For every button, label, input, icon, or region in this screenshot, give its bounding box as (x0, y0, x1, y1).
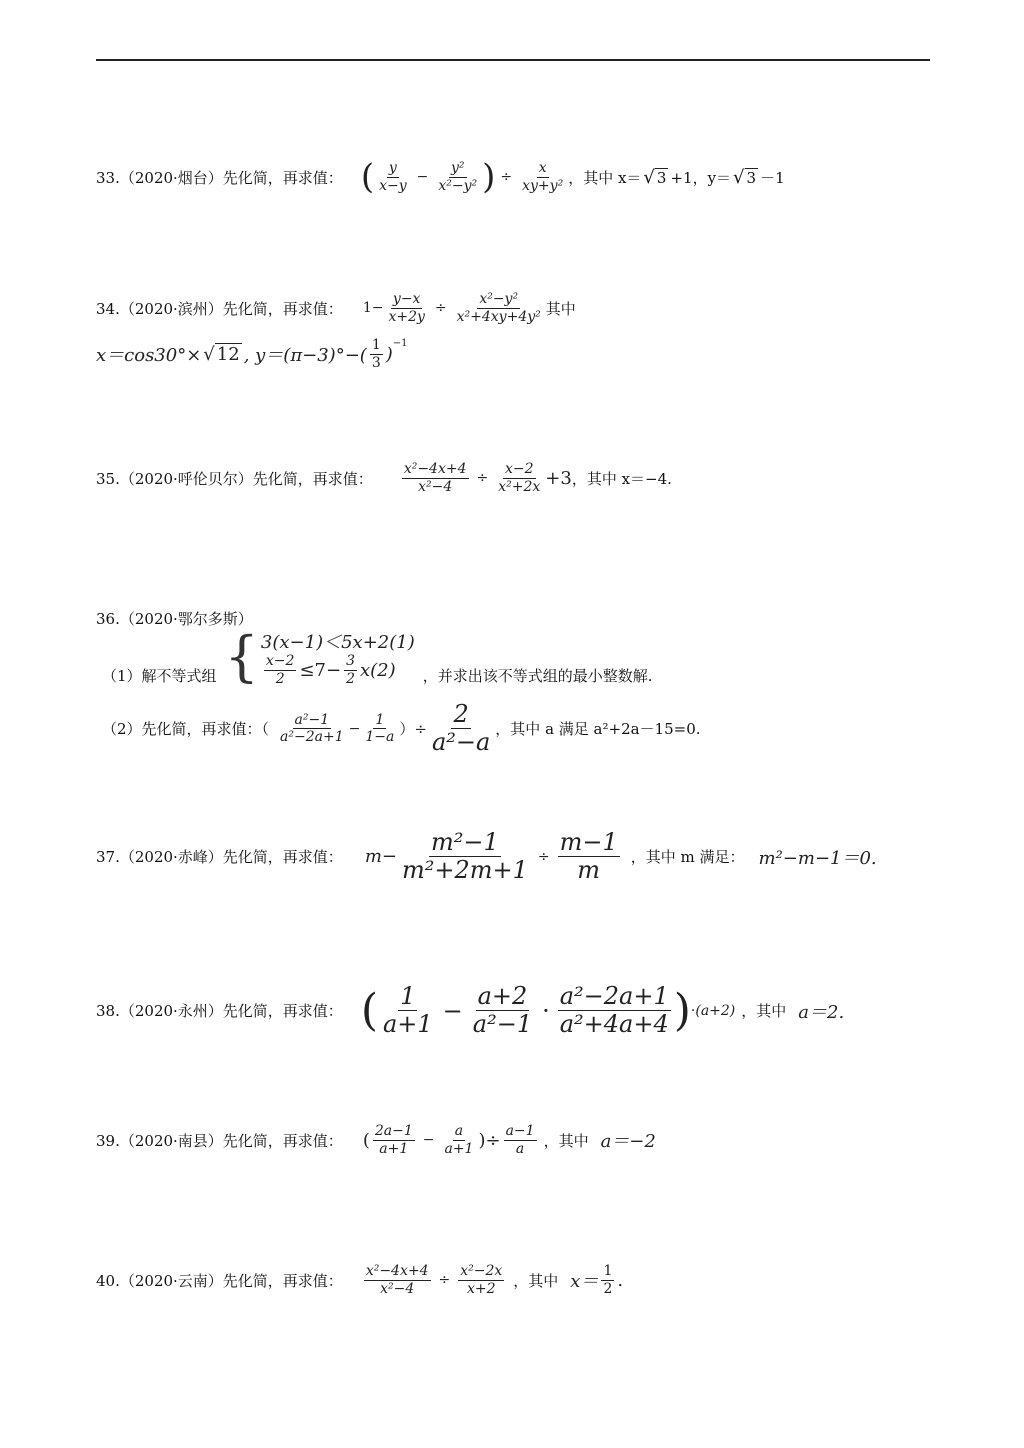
inequality-middle: ≤7− (299, 659, 342, 681)
minus-sign: − (348, 720, 361, 737)
divide-sign: ÷ (438, 1272, 451, 1289)
problem-39-condition-text: ，其中 (543, 1131, 589, 1150)
close-and-divide: )÷ (478, 1129, 501, 1151)
denominator: m (577, 856, 601, 885)
times-a-plus-2: ·(a+2) (690, 1002, 736, 1019)
numerator: y² (450, 159, 465, 176)
denominator: a²−2a+1 (280, 729, 344, 746)
numerator: a+2 (477, 982, 528, 1010)
divide-sign: ÷ (500, 169, 513, 185)
fraction (558, 984, 671, 1037)
minus-sign: − (416, 169, 429, 185)
x-definition: x＝cos30°× (96, 345, 202, 367)
fraction (364, 1264, 431, 1296)
fraction (344, 654, 357, 686)
denominator: a²−1 (472, 1010, 533, 1039)
problem-40-expression (361, 1264, 507, 1296)
problem-33-label: 33.（2020·烟台）先化简，再求值： (96, 168, 343, 187)
problem-35-condition: ，其中 x＝−4. (571, 469, 672, 488)
numerator: a²−1 (294, 711, 330, 728)
minus-sign: − (442, 996, 463, 1025)
denominator: m²+2m+1 (401, 856, 528, 885)
problem-36-part-2-label: （2）先化简，再求值：（ (102, 720, 270, 739)
problem-36-part-1-tail: ，并求出该不等式组的最小整数解. (422, 667, 653, 686)
left-brace: { (224, 624, 259, 688)
problem-34-condition-expression (96, 338, 408, 370)
fraction (436, 161, 479, 193)
problem-34-expression (363, 292, 546, 324)
problem-37-label: 37.（2020·赤峰）先化简，再求值： (96, 848, 343, 867)
right-paren: ) (673, 984, 691, 1036)
fraction (504, 1124, 537, 1156)
denominator: xy+y² (522, 177, 564, 194)
denominator: x²+4xy+4y² (456, 308, 541, 325)
denominator: x+2 (466, 1280, 496, 1297)
problem-39 (96, 1124, 656, 1156)
x-equals: x＝ (570, 1271, 599, 1293)
numerator: y−x (392, 291, 421, 307)
numerator: 2 (453, 700, 469, 728)
problem-40 (96, 1264, 623, 1296)
problem-37-condition-equation: m²−m−1＝0. (758, 847, 877, 869)
denominator: a²+4a+4 (559, 1010, 669, 1039)
denominator: a+1 (379, 1140, 409, 1157)
divide-sign: ÷ (434, 300, 447, 317)
plus-three: +3 (545, 467, 572, 489)
problem-40-condition-equation (570, 1264, 623, 1296)
problem-38-condition-equation: a＝2. (798, 1001, 845, 1023)
fraction (496, 462, 542, 494)
problem-38 (96, 984, 844, 1037)
fraction (381, 984, 435, 1037)
sqrt-3-x (643, 167, 668, 188)
numerator: a−1 (505, 1123, 535, 1139)
denominator: a+1 (444, 1140, 474, 1157)
left-paren: ( (360, 984, 378, 1036)
denominator: a (515, 1140, 525, 1157)
problem-37-condition-text: ，其中 m 满足： (630, 848, 745, 867)
minus-sign: − (422, 1132, 435, 1149)
problem-34-suffix: 其中 (545, 299, 576, 318)
problem-33-expression (360, 157, 568, 197)
fraction (363, 713, 396, 745)
problem-37-expression (365, 830, 623, 883)
exponent: −1 (392, 338, 408, 349)
problem-36-part-1-label: （1）解不等式组 (102, 667, 217, 686)
problem-37 (96, 830, 877, 883)
problem-38-condition-text: ，其中 (741, 1002, 787, 1021)
dot-operator: · (542, 996, 550, 1025)
leading-term: 1− (362, 300, 384, 317)
radical-sign-icon: √ (733, 166, 745, 188)
denominator: 2 (603, 1280, 613, 1297)
problem-39-label: 39.（2020·南县）先化简，再求值： (96, 1131, 343, 1150)
numerator: a²−2a+1 (559, 982, 669, 1010)
y-definition: , y＝(π−3)°−( (243, 345, 367, 367)
header-rule (96, 59, 930, 61)
problem-33-condition-mid: +1，y＝ (670, 168, 732, 187)
problem-35 (96, 462, 672, 494)
numerator: x−2 (265, 653, 295, 669)
fraction (458, 1264, 504, 1296)
fraction (373, 1124, 415, 1156)
denominator: x+2y (388, 308, 425, 325)
numerator: x²−4x+4 (403, 461, 467, 477)
numerator: x²−y² (479, 291, 519, 307)
numerator: 1 (400, 982, 416, 1010)
problem-38-expression (361, 984, 735, 1037)
fraction-one-half (601, 1264, 614, 1296)
problem-39-condition-equation: a＝−2 (600, 1131, 656, 1153)
numerator: 2a−1 (374, 1123, 413, 1139)
fraction (400, 830, 530, 883)
problem-34-condition (96, 338, 408, 370)
denominator: 2 (346, 670, 355, 687)
problem-34-label: 34.（2020·滨州）先化简，再求值： (96, 299, 343, 318)
radicand: 3 (656, 168, 667, 187)
problem-38-label: 38.（2020·永州）先化简，再求值： (96, 1002, 343, 1021)
numerator: 1 (603, 1263, 613, 1279)
numerator: x²−2x (460, 1263, 503, 1279)
problem-36-part-2-expression (275, 702, 495, 755)
fraction (278, 713, 346, 745)
problem-36-part-1 (96, 624, 653, 688)
divide-sign: ÷ (476, 470, 489, 487)
problem-39-expression (363, 1124, 540, 1156)
problem-35-expression (399, 462, 572, 494)
denominator: 1−a (365, 729, 395, 746)
fraction (430, 702, 492, 755)
problem-36-part-2-tail: ，其中 a 满足 a²+2a－15=0. (495, 720, 701, 739)
fraction (264, 654, 297, 686)
right-paren: ) (385, 343, 393, 365)
denominator: x²+2x (498, 478, 541, 495)
inequality-system (224, 624, 415, 688)
problem-36-part-2 (96, 702, 701, 755)
leading-term: m− (364, 846, 397, 868)
divide-sign: ÷ (537, 848, 550, 865)
fraction-one-third (370, 338, 383, 370)
fraction (520, 161, 565, 193)
denominator: 2 (275, 670, 285, 687)
left-paren: ( (360, 157, 375, 197)
numerator: 3 (346, 653, 355, 669)
left-paren: ( (362, 1129, 370, 1151)
denominator: x−y (379, 177, 407, 194)
period: . (617, 1269, 624, 1291)
sqrt-12 (203, 343, 241, 365)
denominator: x²−4 (380, 1280, 415, 1297)
system-row-1: 3(x−1)＜5x+2(1) (260, 632, 415, 653)
problem-35-label: 35.（2020·呼伦贝尔）先化简，再求值： (96, 469, 373, 488)
radicand: 12 (216, 344, 240, 366)
problem-33 (96, 157, 785, 197)
sqrt-3-y (733, 167, 758, 188)
numerator: x−2 (504, 461, 534, 477)
fraction (377, 161, 409, 193)
numerator: m−1 (559, 828, 618, 856)
denominator: a+1 (382, 1010, 433, 1039)
problem-33-condition-prefix: ，其中 x＝ (568, 168, 642, 187)
close-and-divide: ）÷ (399, 720, 427, 739)
numerator: y (388, 159, 397, 176)
fraction (402, 462, 469, 494)
problem-36-label: 36.（2020·鄂尔多斯） (96, 610, 253, 628)
right-paren: ) (482, 157, 496, 197)
denominator: 3 (371, 354, 381, 371)
denominator: x²−4 (418, 478, 453, 495)
radical-sign-icon: √ (643, 166, 655, 188)
inequality-tail: x(2) (360, 659, 396, 681)
numerator: 1 (371, 337, 381, 353)
denominator: x²−y² (438, 177, 478, 194)
fraction (455, 292, 543, 324)
numerator: m²−1 (431, 828, 499, 856)
problem-40-condition-text: ，其中 (513, 1271, 559, 1290)
denominator: a²−a (431, 728, 491, 757)
problem-33-condition-tail: －1 (760, 168, 785, 187)
numerator: a (454, 1123, 464, 1139)
problem-34 (96, 292, 576, 324)
fraction (558, 830, 620, 883)
numerator: x²−4x+4 (365, 1263, 429, 1279)
fraction (386, 292, 426, 324)
radicand: 3 (746, 168, 757, 187)
system-rows (261, 628, 415, 686)
problem-40-label: 40.（2020·云南）先化简，再求值： (96, 1271, 343, 1290)
radical-sign-icon: √ (203, 343, 215, 365)
numerator: 1 (375, 711, 385, 728)
system-row-2 (261, 654, 415, 686)
numerator: x (538, 159, 547, 176)
fraction (442, 1124, 475, 1156)
fraction (471, 984, 534, 1037)
